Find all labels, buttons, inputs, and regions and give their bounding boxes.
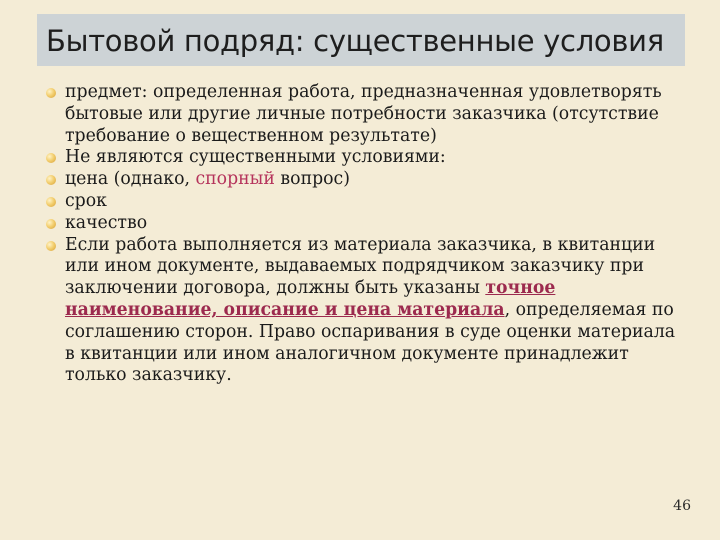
bullet-text-before: Если работа выполняется из материала заказчика, в квитанции или ином документе, выдаваемых подрядчиком заказчику при заключении договора, должны быть указаны xyxy=(65,234,656,299)
bullet-text: Не являются существенными условиями: xyxy=(65,147,446,168)
bullet-text-after: вопрос) xyxy=(274,169,350,190)
material-emphasis: точное наименование, описание и цена материала xyxy=(65,278,556,320)
slide-title: Бытовой подряд: существенные условия xyxy=(46,24,664,58)
bullet-item-not-essential xyxy=(44,147,684,169)
bullet-dot-icon xyxy=(46,175,56,185)
bullet-item-customer-material xyxy=(44,235,684,388)
bullet-text-after: , определяемая по соглашению сторон. Право оспаривания в суде оценки материала в квитанции или ином аналогичном документе принадлежит только заказчику. xyxy=(65,299,676,386)
bullet-dot-icon xyxy=(46,153,56,163)
bullet-item-term xyxy=(44,191,684,213)
bullet-item-subject xyxy=(44,82,684,147)
bullet-dot-icon xyxy=(46,219,56,229)
bullet-text: срок xyxy=(65,190,107,211)
bullet-text: качество xyxy=(65,212,148,233)
bullet-item-quality xyxy=(44,213,684,235)
bullet-item-price xyxy=(44,169,684,191)
disputed-highlight: спорный xyxy=(195,169,275,190)
bullet-list xyxy=(44,82,684,387)
bullet-text: предмет: определенная работа, предназначенная удовлетворять бытовые или другие личные потребности заказчика (отсутствие требование о вещественном результате) xyxy=(65,82,662,146)
page-number: 46 xyxy=(673,498,691,514)
bullet-dot-icon xyxy=(46,197,56,207)
bullet-dot-icon xyxy=(46,88,56,98)
bullet-text-before: цена (однако, xyxy=(65,169,196,190)
bullet-dot-icon xyxy=(46,241,56,251)
